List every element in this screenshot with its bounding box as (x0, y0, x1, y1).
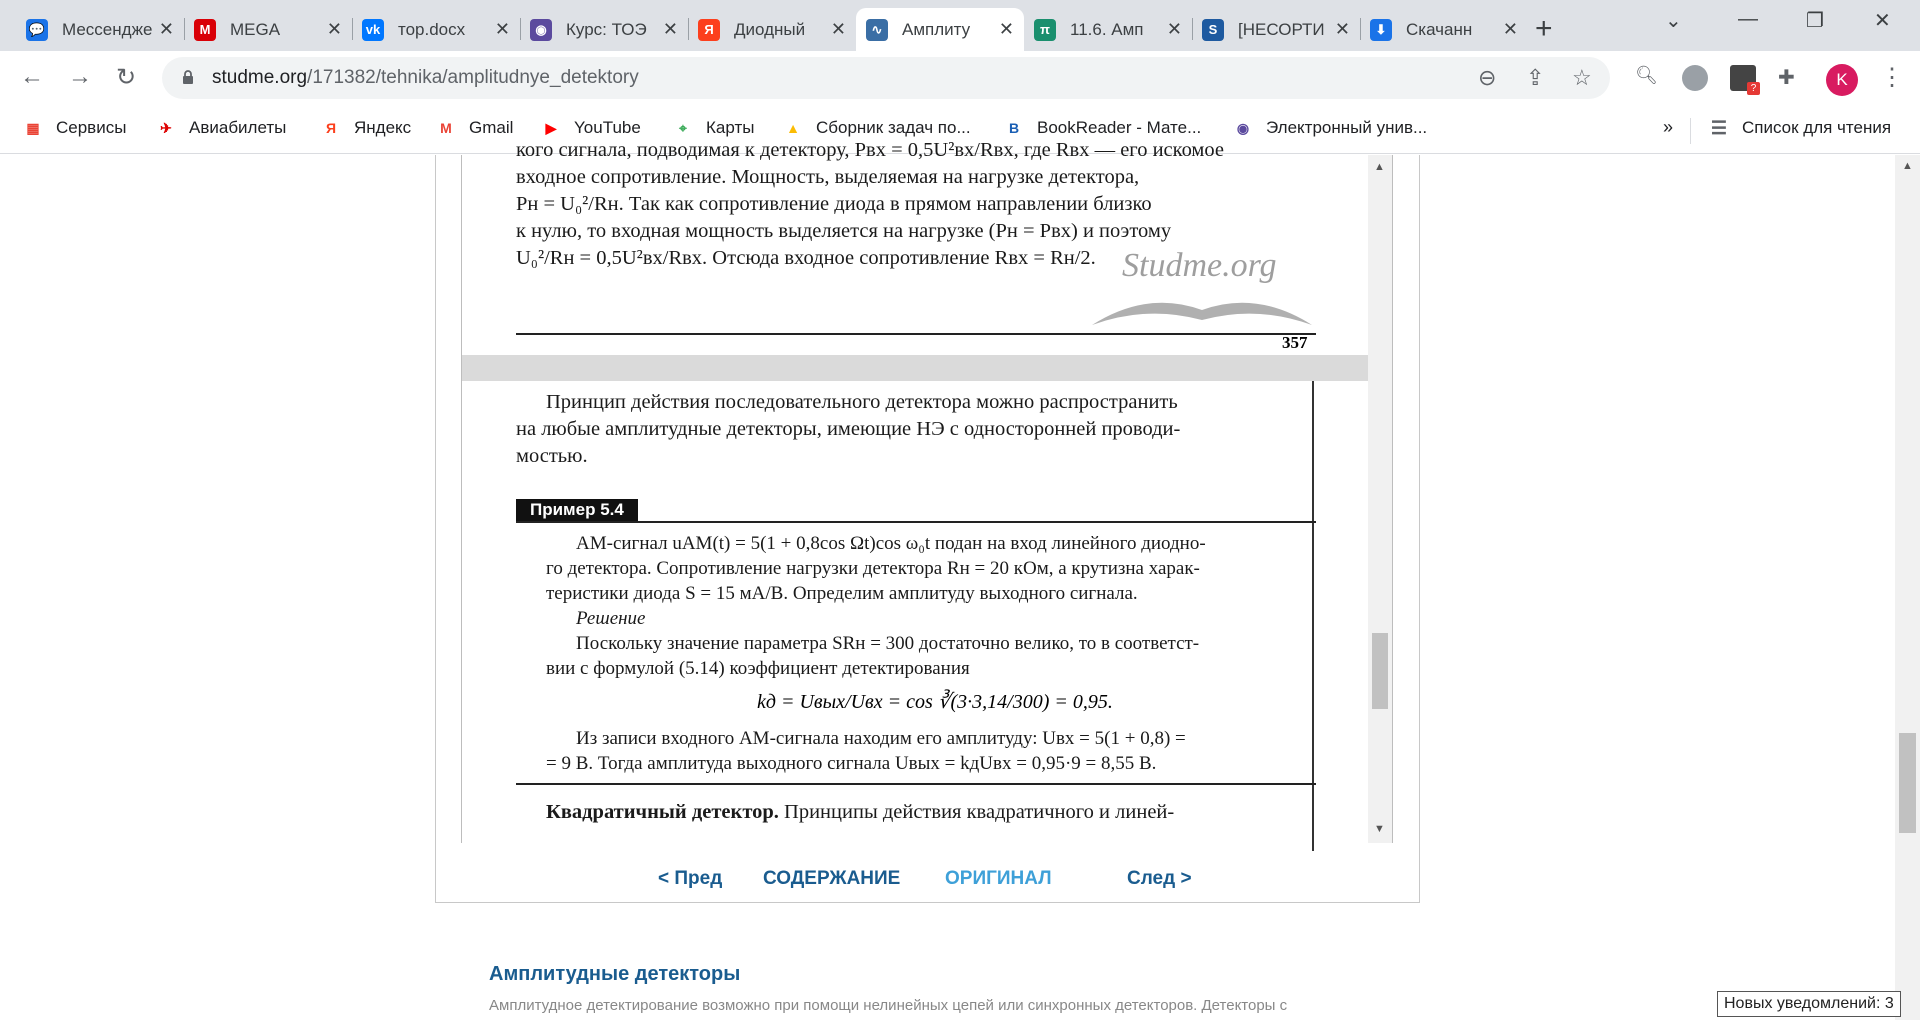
bookmark-item[interactable] (1003, 117, 1201, 139)
more-bookmarks-icon[interactable]: » (1663, 117, 1674, 137)
prev-link[interactable]: < Пред (658, 868, 723, 889)
minimize-button[interactable]: — (1738, 8, 1758, 30)
tab-separator (352, 18, 353, 40)
extensions-puzzle-icon[interactable]: ✚ (1778, 67, 1795, 89)
text-line: = 9 В. Тогда амплитуда выходного сигнала Uвых = kдUвх = 0,95·9 = 8,55 В. (546, 753, 1157, 774)
section-text: Принципы действия квадратичного и линей- (778, 801, 1175, 823)
page-scrollbar[interactable] (1895, 155, 1920, 1020)
result-text (546, 726, 1312, 776)
text-line: АМ-сигнал uАМ(t) = 5(1 + 0,8cos Ωt)cos ω₀t подан на вход линейного диодно- (576, 533, 1206, 554)
bookmark-item[interactable] (155, 117, 286, 139)
contents-link[interactable]: СОДЕРЖАНИЕ (763, 868, 901, 889)
tab-title: Скачанн (1406, 19, 1473, 39)
page-gap (462, 355, 1368, 381)
tab-title: Мессендже (62, 19, 153, 39)
text-line: теристики диода S = 15 мА/В. Определим амплитуду выходного сигнала. (546, 583, 1138, 604)
text-line: U₀²/Rн = 0,5U²вх/Rвх. Отсюда входное сопротивление Rвх = Rн/2. (516, 247, 1096, 269)
bookmark-star-icon[interactable]: ☆ (1572, 65, 1592, 90)
bookmark-label: Сервисы (56, 118, 127, 137)
page-rule (516, 333, 1316, 335)
zoom-icon[interactable]: ⊖ (1478, 65, 1497, 90)
scroll-thumb[interactable] (1899, 733, 1916, 833)
section-title: Квадратичный детектор. (546, 801, 779, 823)
text-line: го детектора. Сопротивление нагрузки детектора Rн = 20 кОм, а крутизна харак- (546, 558, 1200, 579)
tab[interactable] (16, 8, 184, 51)
new-tab-button[interactable]: + (1535, 12, 1553, 45)
book-viewer[interactable] (461, 139, 1393, 843)
next-link[interactable]: След > (1127, 868, 1192, 889)
tab-title: Диодный (734, 19, 806, 39)
bookmark-item[interactable] (22, 117, 126, 139)
bookmark-label: Gmail (469, 118, 514, 137)
text-line: Pн = U₀²/Rн. Так как сопротивление диода в прямом направлении близко (516, 193, 1152, 215)
tab[interactable] (520, 8, 688, 51)
extension-badge-icon[interactable]: ? (1730, 65, 1756, 91)
web-page (0, 139, 1920, 1020)
studme-watermark: Studme.org (1122, 247, 1277, 284)
tab-separator (688, 18, 689, 40)
tab[interactable] (184, 8, 352, 51)
search-extension-icon[interactable]: 🔍︎ (1635, 65, 1658, 85)
youtube-icon: ▶ (545, 119, 557, 136)
bookmark-label: Сборник задач по... (816, 118, 971, 137)
close-icon[interactable]: ✕ (158, 19, 174, 39)
viewer-scrollbar[interactable] (1368, 155, 1392, 843)
gmail-icon: M (440, 120, 452, 136)
tab-title: 11.6. Амп (1070, 19, 1144, 39)
divider (1690, 118, 1691, 144)
bookmark-item[interactable] (672, 117, 754, 139)
tab[interactable] (1024, 8, 1192, 51)
tab-title: тор.docx (398, 19, 466, 39)
reading-list-button[interactable] (1708, 117, 1891, 139)
text-line: на любые амплитудные детекторы, имеющие НЭ с односторонней проводи- (516, 418, 1181, 440)
studme-icon: ∿ (866, 19, 888, 41)
tab[interactable] (1360, 8, 1528, 51)
close-window-button[interactable]: ✕ (1874, 10, 1891, 32)
mega-icon: M (194, 19, 216, 41)
tab[interactable] (352, 8, 520, 51)
tab-title: Амплиту (902, 19, 971, 39)
yandex-icon: Я (325, 120, 337, 136)
bookmark-item[interactable] (540, 117, 641, 139)
text-line: входное сопротивление. Мощность, выделяемая на нагрузке детектора, (516, 166, 1140, 188)
scroll-up-icon[interactable]: ▲ (1902, 160, 1913, 172)
text-line: Поскольку значение параметра SRн = 300 достаточно велико, то в соответст- (576, 633, 1200, 654)
menu-icon[interactable]: ⋮ (1880, 64, 1904, 91)
vk-icon: vk (362, 19, 384, 41)
messenger-icon: 💬 (26, 19, 48, 41)
forward-icon[interactable]: → (68, 63, 92, 90)
download-icon: ⬇ (1370, 19, 1392, 41)
apps-icon: ▦ (26, 119, 40, 136)
university-icon: ◉ (530, 19, 552, 41)
lock-icon (182, 70, 194, 84)
close-icon[interactable]: ✕ (662, 19, 678, 39)
s-icon: S (1202, 19, 1224, 41)
tab-strip (0, 0, 1920, 51)
bookmark-item[interactable] (782, 117, 971, 139)
scroll-down-icon[interactable]: ▼ (1374, 823, 1385, 835)
example-label: Пример 5.4 (516, 499, 638, 521)
reload-icon[interactable]: ↻ (116, 64, 137, 91)
text-line: мостью. (516, 445, 588, 467)
back-icon[interactable]: ← (20, 63, 44, 90)
tab-title: MEGA (230, 19, 281, 39)
pi-icon: π (1034, 19, 1056, 41)
tab[interactable] (1192, 8, 1360, 51)
article-snippet: Амплитудное детектирование возможно при помощи нелинейных цепей или синхронных детекторов. Детекторы с (489, 997, 1288, 1014)
book-logo-icon (1087, 270, 1317, 330)
bookmark-label: BookReader - Мате... (1037, 118, 1202, 137)
maps-icon: ⌖ (679, 119, 687, 136)
tab-title: [НЕСОРТИ (1238, 19, 1325, 39)
restore-button[interactable]: ❐ (1806, 10, 1824, 32)
tab-separator (184, 18, 185, 40)
close-icon[interactable]: ✕ (1334, 19, 1350, 39)
bookreader-icon: B (1008, 120, 1020, 136)
text-line: кого сигнала, подводимая к детектору, Рвх = 0,5U²вх/Rвх, где Rвх — его искомое (516, 139, 1225, 161)
tab-separator (1360, 18, 1361, 40)
avatar[interactable]: K (1826, 64, 1858, 96)
close-icon[interactable]: ✕ (1502, 19, 1518, 39)
globe-extension-icon[interactable] (1682, 65, 1708, 91)
bookmark-item[interactable] (1232, 117, 1427, 139)
reading-list-label: Список для чтения (1742, 118, 1892, 137)
solution-label: Решение (576, 608, 646, 629)
text-line: Принцип действия последовательного детектора можно распространить (546, 391, 1178, 413)
text-line: Из записи входного АМ-сигнала находим его амплитуду: Uвх = 5(1 + 0,8) = (576, 728, 1186, 749)
address-bar[interactable] (162, 57, 1610, 99)
close-icon[interactable]: ✕ (326, 19, 342, 39)
scroll-thumb[interactable] (1372, 633, 1388, 709)
bookmark-item[interactable] (435, 117, 513, 139)
tab-title: Курс: ТОЭ (566, 19, 647, 39)
example-end-rule (516, 783, 1316, 785)
tab-separator (520, 18, 521, 40)
drive-icon: ▲ (786, 120, 800, 136)
notifications-badge[interactable]: Новых уведомлений: 3 (1717, 991, 1901, 1017)
tab[interactable] (856, 8, 1024, 51)
book-page-358 (462, 381, 1368, 851)
url-text: studme.org/171382/tehnika/amplitudnye_detektory (212, 67, 639, 88)
scroll-up-icon[interactable]: ▲ (1374, 161, 1385, 173)
original-link[interactable]: ОРИГИНАЛ (945, 868, 1052, 889)
example-rule (516, 521, 1316, 523)
tab-search-icon[interactable]: ⌄ (1665, 10, 1682, 32)
bookmark-label: Авиабилеты (189, 118, 287, 137)
close-icon[interactable]: ✕ (494, 19, 510, 39)
article-title[interactable]: Амплитудные детекторы (489, 963, 741, 985)
yandex-icon: Я (698, 19, 720, 41)
bookmark-item[interactable] (320, 117, 411, 139)
bookmark-label: Яндекс (354, 118, 412, 137)
close-icon[interactable]: ✕ (998, 19, 1014, 39)
page-number: 357 (1282, 333, 1308, 352)
close-icon[interactable]: ✕ (1166, 19, 1182, 39)
paragraph (516, 389, 1316, 470)
tab-separator (1192, 18, 1193, 40)
example-text (546, 531, 1312, 681)
university-icon: ◉ (1236, 119, 1250, 136)
reading-list-icon: ☰ (1710, 117, 1728, 138)
section-heading (546, 799, 1312, 826)
bookmark-label: Карты (706, 118, 755, 137)
formula: kд = Uвых/Uвх = cos ∛(3·3,14/300) = 0,95. (757, 691, 1113, 713)
browser-toolbar (0, 51, 1920, 106)
book-page-357 (462, 139, 1368, 355)
share-icon[interactable]: ⇪ (1526, 65, 1545, 90)
text-line: к нулю, то входная мощность выделяется на нагрузке (Pн = Pвх) и поэтому (516, 220, 1172, 242)
close-icon[interactable]: ✕ (830, 19, 846, 39)
tickets-icon: ✈ (160, 119, 172, 136)
text-line: вии с формулой (5.14) коэффициент детектирования (546, 658, 970, 679)
bookmark-label: Электронный унив... (1266, 118, 1428, 137)
bookmark-label: YouTube (574, 118, 641, 137)
tab[interactable] (688, 8, 856, 51)
